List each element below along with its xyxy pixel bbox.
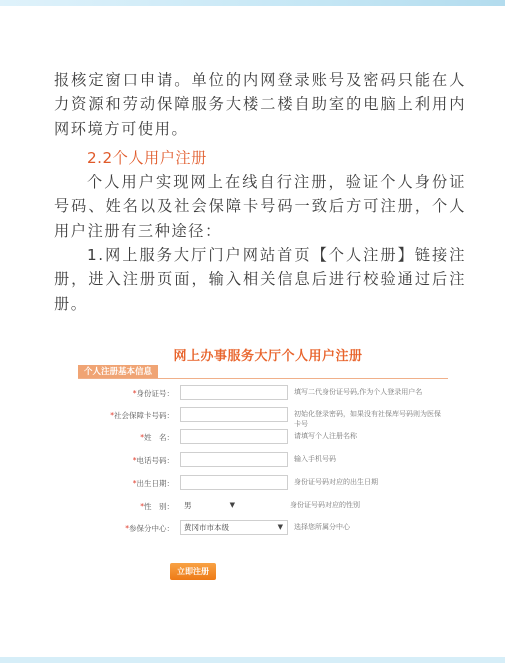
form-row-birthdate (78, 475, 458, 493)
form-section-header (78, 365, 458, 379)
form-row-gender (78, 498, 458, 516)
field-label: *参保分中心： (125, 524, 174, 533)
form-row-phone (78, 452, 458, 470)
field-label: *性 别： (140, 502, 174, 511)
form-row-name (78, 429, 458, 447)
paragraph-personal-registration: 个人用户实现网上在线自行注册，验证个人身份证号码、姓名以及社会保障卡号码一致后方可注册，个人用户注册有三种途径： (54, 173, 466, 240)
form-row-center (78, 520, 458, 538)
field-label: *社会保障卡号码： (110, 411, 174, 420)
section-tab: 个人注册基本信息 (78, 365, 158, 379)
field-label: *姓 名： (140, 433, 174, 442)
section-heading: 2.2个人用户注册 (87, 149, 207, 167)
field-hint: 选择您所属分中心 (294, 523, 350, 531)
field-hint: 身份证号码对应的性别 (290, 501, 360, 509)
bottom-decor-band (0, 657, 505, 663)
gender-value: 男 (184, 501, 192, 510)
chevron-down-icon: ▼ (277, 523, 283, 531)
field-label: *出生日期： (132, 479, 174, 488)
gender-select[interactable] (180, 498, 240, 513)
register-button[interactable]: 立即注册 (170, 563, 216, 580)
form-row-social-card (78, 407, 458, 428)
center-select[interactable] (180, 520, 288, 535)
field-label: *电话号码： (132, 456, 174, 465)
form-title: 网上办事服务大厅个人用户注册 (173, 349, 363, 364)
center-value: 黄冈市市本级 (184, 523, 229, 532)
field-label: *身份证号： (132, 389, 174, 398)
section-divider (78, 378, 448, 379)
field-hint: 请填写个人注册名称 (294, 432, 357, 440)
registration-form-screenshot (78, 345, 458, 585)
field-hint: 身份证号码对应的出生日期 (294, 478, 378, 486)
form-row-id-number (78, 385, 458, 403)
field-hint: 输入手机号码 (294, 455, 336, 463)
birthdate-input[interactable] (180, 475, 288, 490)
social-card-input[interactable] (180, 407, 288, 422)
paragraph-intro: 报核定窗口申请。单位的内网登录账号及密码只能在人力资源和劳动保障服务大楼二楼自助室的电脑上利用内网环境方可使用。 (54, 71, 466, 138)
phone-input[interactable] (180, 452, 288, 467)
field-hint: 初始化登录密码，如果没有社保库号码则为医保卡号 (294, 410, 441, 428)
chevron-down-icon: ▼ (229, 501, 235, 509)
id-number-input[interactable] (180, 385, 288, 400)
paragraph-method-1: 1.网上服务大厅门户网站首页【个人注册】链接注册，进入注册页面，输入相关信息后进行校验通过后注册。 (54, 246, 466, 313)
name-input[interactable] (180, 429, 288, 444)
field-hint: 填写二代身份证号码,作为个人登录用户名 (294, 388, 423, 396)
top-decor-band (0, 0, 505, 6)
